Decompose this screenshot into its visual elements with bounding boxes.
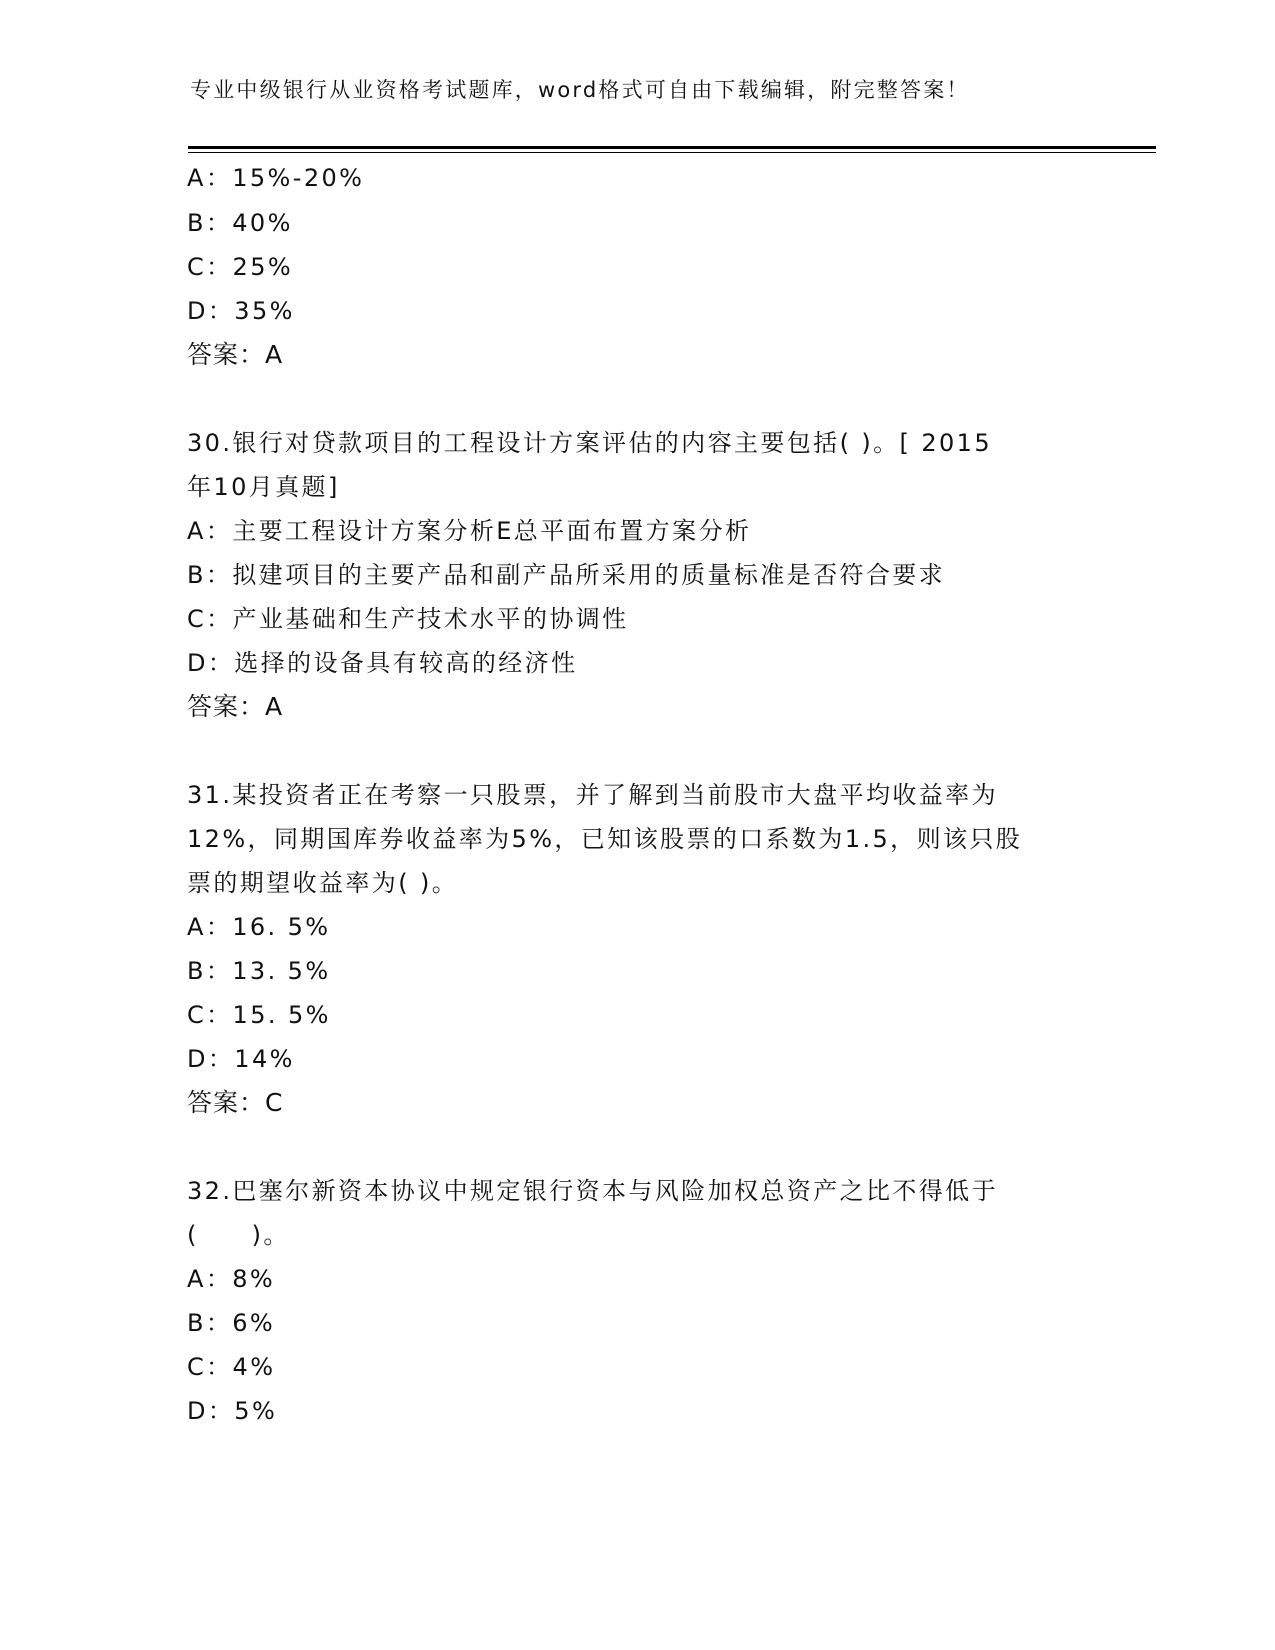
q29-answer: 答案：A: [187, 340, 284, 369]
q29-option-d: D：35%: [187, 297, 295, 325]
header-rule-thin: [188, 152, 1156, 153]
q30-answer: 答案：A: [187, 692, 284, 721]
q30-option-d: D：选择的设备具有较高的经济性: [187, 649, 578, 677]
header-rule-thick: [188, 146, 1156, 149]
q31-answer: 答案：C: [187, 1088, 284, 1117]
q30-option-b: B：拟建项目的主要产品和副产品所采用的质量标准是否符合要求: [187, 561, 946, 589]
q29-option-a: A：15%-20%: [187, 164, 365, 192]
q31-option-a: A：16. 5%: [187, 913, 331, 941]
page-header: 专业中级银行从业资格考试题库，word格式可自由下载编辑，附完整答案！: [190, 78, 970, 102]
q31-stem-line-1: 31.某投资者正在考察一只股票，并了解到当前股市大盘平均收益率为: [187, 781, 998, 809]
q32-option-d: D：5%: [187, 1397, 278, 1425]
q32-option-b: B：6%: [187, 1309, 276, 1337]
q31-option-b: B：13. 5%: [187, 957, 331, 985]
q30-option-a: A：主要工程设计方案分析E总平面布置方案分析: [187, 517, 752, 545]
q30-stem-line-2: 年10月真题]: [187, 473, 340, 501]
q31-stem-line-2: 12%，同期国库券收益率为5%，已知该股票的口系数为1.5，则该只股: [187, 825, 1023, 853]
q30-option-c: C：产业基础和生产技术水平的协调性: [187, 605, 629, 633]
q31-stem-line-3: 票的期望收益率为( )。: [187, 869, 459, 897]
q32-stem-line-1: 32.巴塞尔新资本协议中规定银行资本与风险加权总资产之比不得低于: [187, 1177, 998, 1205]
q31-option-c: C：15. 5%: [187, 1001, 331, 1029]
q29-option-b: B：40%: [187, 209, 293, 237]
q32-option-a: A：8%: [187, 1265, 276, 1293]
q30-stem-line-1: 30.银行对贷款项目的工程设计方案评估的内容主要包括( )。[ 2015: [187, 429, 992, 457]
q32-stem-line-2: ( )。: [187, 1221, 290, 1249]
q29-option-c: C：25%: [187, 253, 294, 281]
q32-option-c: C：4%: [187, 1353, 276, 1381]
q31-option-d: D：14%: [187, 1045, 295, 1073]
